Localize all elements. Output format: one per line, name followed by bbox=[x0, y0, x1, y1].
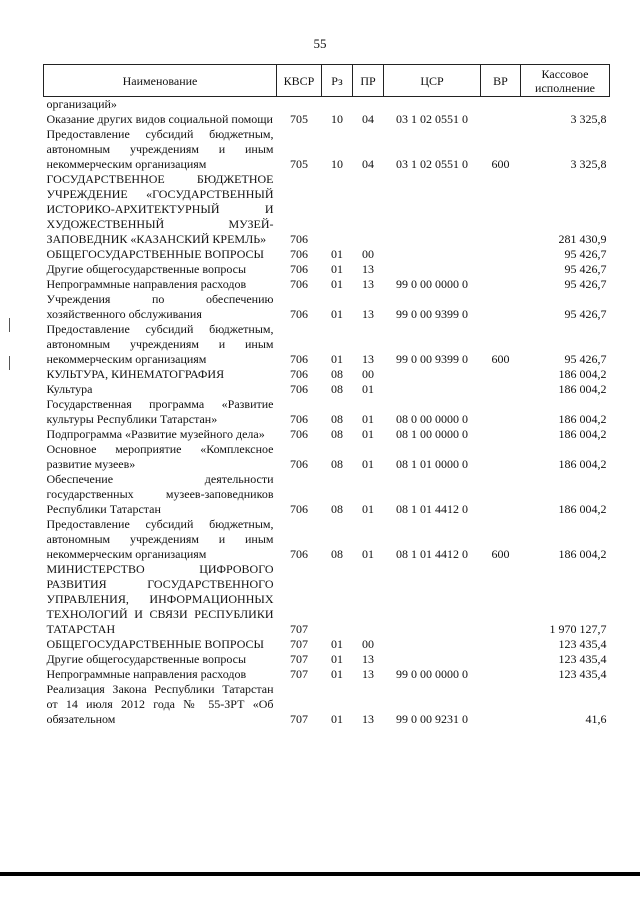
row-sum: 95 426,7 bbox=[564, 262, 607, 276]
row-csr bbox=[384, 562, 481, 637]
row-name: ОБЩЕГОСУДАРСТВЕННЫЕ ВОПРОСЫ bbox=[46, 247, 264, 261]
table-row bbox=[44, 427, 610, 442]
row-pr: 01 bbox=[362, 412, 374, 426]
row-name: Предоставление субсидий бюджетным, автономным учреждениям и иным некоммерческим организациям bbox=[46, 127, 274, 171]
row-vr bbox=[481, 667, 521, 682]
row-sum: 186 004,2 bbox=[558, 367, 607, 381]
row-vr bbox=[481, 382, 521, 397]
row-vr bbox=[481, 292, 521, 322]
row-pr: 01 bbox=[362, 382, 374, 396]
row-rz: 08 bbox=[331, 382, 343, 396]
row-vr bbox=[481, 172, 521, 247]
table-row bbox=[44, 127, 610, 172]
row-rz: 01 bbox=[331, 352, 343, 366]
row-sum: 123 435,4 bbox=[558, 637, 607, 651]
row-kvsr: 706 bbox=[290, 367, 308, 381]
row-pr: 13 bbox=[362, 652, 374, 666]
row-rz: 01 bbox=[331, 247, 343, 261]
row-sum: 186 004,2 bbox=[558, 457, 607, 471]
row-name: Предоставление субсидий бюджетным, автономным учреждениям и иным некоммерческим организациям bbox=[46, 517, 274, 561]
table-row bbox=[44, 277, 610, 292]
row-kvsr: 706 bbox=[290, 277, 308, 291]
row-name: Культура bbox=[46, 382, 93, 396]
row-name: Непрограммные направления расходов bbox=[46, 667, 247, 681]
row-csr: 99 0 00 9399 0 bbox=[396, 307, 468, 321]
row-kvsr: 706 bbox=[290, 247, 308, 261]
row-pr bbox=[353, 172, 384, 247]
row-sum: 123 435,4 bbox=[558, 667, 607, 681]
row-csr bbox=[384, 382, 481, 397]
row-pr: 13 bbox=[362, 712, 374, 726]
row-kvsr: 705 bbox=[290, 157, 308, 171]
row-csr: 99 0 00 9399 0 bbox=[396, 352, 468, 366]
table-row bbox=[44, 682, 610, 727]
row-rz bbox=[322, 172, 353, 247]
row-rz: 01 bbox=[331, 262, 343, 276]
row-pr: 04 bbox=[362, 112, 374, 126]
row-pr: 01 bbox=[362, 502, 374, 516]
row-sum: 95 426,7 bbox=[564, 352, 607, 366]
row-csr: 08 1 01 4412 0 bbox=[396, 502, 468, 516]
table-row bbox=[44, 517, 610, 562]
row-name: Основное мероприятие «Комплексное развитие музеев» bbox=[46, 442, 274, 471]
row-pr: 01 bbox=[362, 457, 374, 471]
row-pr: 04 bbox=[362, 157, 374, 171]
row-name: Учреждения по обеспечению хозяйственного обслуживания bbox=[46, 292, 274, 321]
row-sum: 123 435,4 bbox=[558, 652, 607, 666]
row-sum: 281 430,9 bbox=[558, 232, 607, 246]
row-name: Государственная программа «Развитие культуры Республики Татарстан» bbox=[46, 397, 274, 426]
row-rz: 08 bbox=[331, 502, 343, 516]
row-csr bbox=[384, 652, 481, 667]
table-row bbox=[44, 652, 610, 667]
row-rz: 08 bbox=[331, 412, 343, 426]
row-csr bbox=[384, 262, 481, 277]
row-csr: 03 1 02 0551 0 bbox=[396, 157, 468, 171]
row-sum: 186 004,2 bbox=[558, 382, 607, 396]
row-vr bbox=[481, 262, 521, 277]
row-kvsr: 707 bbox=[290, 712, 308, 726]
table-row bbox=[44, 97, 610, 113]
row-rz: 10 bbox=[331, 157, 343, 171]
row-vr bbox=[481, 397, 521, 427]
row-name: Предоставление субсидий бюджетным, автономным учреждениям и иным некоммерческим организациям bbox=[46, 322, 274, 366]
row-vr: 600 bbox=[491, 157, 510, 171]
table-row bbox=[44, 562, 610, 637]
row-vr bbox=[481, 367, 521, 382]
row-csr bbox=[384, 247, 481, 262]
table-body bbox=[44, 97, 610, 728]
table-row bbox=[44, 247, 610, 262]
row-kvsr: 706 bbox=[290, 547, 308, 561]
row-csr: 08 1 01 0000 0 bbox=[396, 457, 468, 471]
header-vr: ВР bbox=[481, 65, 521, 97]
row-csr bbox=[384, 637, 481, 652]
row-vr bbox=[481, 442, 521, 472]
row-rz: 01 bbox=[331, 712, 343, 726]
margin-mark bbox=[9, 356, 10, 370]
row-vr bbox=[481, 682, 521, 727]
row-vr: 600 bbox=[491, 547, 510, 561]
row-kvsr: 706 bbox=[290, 232, 308, 246]
row-kvsr: 707 bbox=[290, 637, 308, 651]
row-pr: 13 bbox=[362, 352, 374, 366]
row-csr: 08 1 01 4412 0 bbox=[396, 547, 468, 561]
row-rz bbox=[322, 562, 353, 637]
row-pr bbox=[353, 97, 384, 113]
row-kvsr: 707 bbox=[290, 652, 308, 666]
row-vr bbox=[481, 637, 521, 652]
table-row bbox=[44, 667, 610, 682]
row-pr bbox=[353, 562, 384, 637]
row-csr bbox=[384, 172, 481, 247]
row-name: Другие общегосударственные вопросы bbox=[46, 652, 247, 666]
row-name: Оказание других видов социальной помощи bbox=[46, 112, 273, 126]
table-row bbox=[44, 472, 610, 517]
margin-mark bbox=[9, 318, 10, 332]
table-row bbox=[44, 382, 610, 397]
row-vr bbox=[481, 472, 521, 517]
row-sum bbox=[521, 97, 610, 113]
header-csr: ЦСР bbox=[384, 65, 481, 97]
row-kvsr: 706 bbox=[290, 352, 308, 366]
row-sum: 3 325,8 bbox=[570, 157, 607, 171]
header-pr: ПР bbox=[353, 65, 384, 97]
row-sum: 41,6 bbox=[585, 712, 607, 726]
row-sum: 3 325,8 bbox=[570, 112, 607, 126]
row-vr bbox=[481, 97, 521, 113]
row-csr bbox=[384, 367, 481, 382]
row-sum: 186 004,2 bbox=[558, 502, 607, 516]
row-kvsr: 706 bbox=[290, 307, 308, 321]
row-vr bbox=[481, 247, 521, 262]
row-rz bbox=[322, 97, 353, 113]
row-name: ГОСУДАРСТВЕННОЕ БЮДЖЕТНОЕ УЧРЕЖДЕНИЕ «ГОСУДАРСТВЕННЫЙ ИСТОРИКО-АРХИТЕКТУРНЫЙ И ХУДОЖЕСТВЕННЫЙ МУЗЕЙ-ЗАПОВЕДНИК «КАЗАНСКИЙ КРЕМЛЬ» bbox=[46, 172, 274, 246]
row-name: организаций» bbox=[46, 97, 117, 111]
table-header bbox=[44, 65, 610, 97]
row-sum: 186 004,2 bbox=[558, 547, 607, 561]
row-kvsr: 707 bbox=[290, 667, 308, 681]
row-csr bbox=[384, 97, 481, 113]
row-kvsr: 706 bbox=[290, 262, 308, 276]
row-rz: 01 bbox=[331, 637, 343, 651]
row-name: КУЛЬТУРА, КИНЕМАТОГРАФИЯ bbox=[46, 367, 225, 381]
row-csr: 99 0 00 9231 0 bbox=[396, 712, 468, 726]
row-csr: 08 0 00 0000 0 bbox=[396, 412, 468, 426]
table-row bbox=[44, 397, 610, 427]
table-row bbox=[44, 367, 610, 382]
page-number: 55 bbox=[313, 36, 327, 51]
row-name: ОБЩЕГОСУДАРСТВЕННЫЕ ВОПРОСЫ bbox=[46, 637, 264, 651]
row-rz: 10 bbox=[331, 112, 343, 126]
row-pr: 00 bbox=[362, 637, 374, 651]
row-pr: 01 bbox=[362, 547, 374, 561]
row-kvsr: 705 bbox=[290, 112, 308, 126]
header-rz: Рз bbox=[322, 65, 353, 97]
row-name: Обеспечение деятельности государственных музеев-заповедников Республики Татарстан bbox=[46, 472, 274, 516]
page-bottom-bar bbox=[0, 872, 640, 876]
row-sum: 186 004,2 bbox=[558, 412, 607, 426]
row-rz: 01 bbox=[331, 307, 343, 321]
table-row bbox=[44, 262, 610, 277]
row-kvsr: 706 bbox=[290, 427, 308, 441]
row-pr: 00 bbox=[362, 247, 374, 261]
table-row bbox=[44, 322, 610, 367]
row-sum: 95 426,7 bbox=[564, 247, 607, 261]
row-sum: 95 426,7 bbox=[564, 307, 607, 321]
row-rz: 08 bbox=[331, 427, 343, 441]
table-row bbox=[44, 442, 610, 472]
row-name: МИНИСТЕРСТВО ЦИФРОВОГО РАЗВИТИЯ ГОСУДАРСТВЕННОГО УПРАВЛЕНИЯ, ИНФОРМАЦИОННЫХ ТЕХНОЛОГИЙ И СВЯЗИ РЕСПУБЛИКИ ТАТАРСТАН bbox=[46, 562, 274, 636]
row-csr: 08 1 00 0000 0 bbox=[396, 427, 468, 441]
row-name: Другие общегосударственные вопросы bbox=[46, 262, 247, 276]
row-vr bbox=[481, 427, 521, 442]
row-rz: 01 bbox=[331, 277, 343, 291]
row-vr bbox=[481, 112, 521, 127]
row-sum: 1 970 127,7 bbox=[549, 622, 607, 636]
row-kvsr: 706 bbox=[290, 502, 308, 516]
header-name: Наименование bbox=[44, 65, 277, 97]
row-vr bbox=[481, 652, 521, 667]
table-row bbox=[44, 172, 610, 247]
header-kvsr: КВСР bbox=[277, 65, 322, 97]
row-sum: 186 004,2 bbox=[558, 427, 607, 441]
row-sum: 95 426,7 bbox=[564, 277, 607, 291]
row-name: Реализация Закона Республики Татарстан от 14 июля 2012 года № 55-ЗРТ «Об обязательном bbox=[46, 682, 274, 726]
row-vr bbox=[481, 277, 521, 292]
row-kvsr: 707 bbox=[290, 622, 308, 636]
row-kvsr: 706 bbox=[290, 412, 308, 426]
row-kvsr: 706 bbox=[290, 382, 308, 396]
table-row bbox=[44, 637, 610, 652]
row-rz: 01 bbox=[331, 667, 343, 681]
row-pr: 00 bbox=[362, 367, 374, 381]
row-csr: 99 0 00 0000 0 bbox=[396, 667, 468, 681]
row-vr: 600 bbox=[491, 352, 510, 366]
row-name: Подпрограмма «Развитие музейного дела» bbox=[46, 427, 265, 441]
row-rz: 01 bbox=[331, 652, 343, 666]
table-row bbox=[44, 292, 610, 322]
row-pr: 13 bbox=[362, 262, 374, 276]
row-vr bbox=[481, 562, 521, 637]
row-csr: 03 1 02 0551 0 bbox=[396, 112, 468, 126]
row-pr: 13 bbox=[362, 277, 374, 291]
row-kvsr bbox=[277, 97, 322, 113]
header-sum: Кассовое исполнение bbox=[521, 65, 610, 97]
row-rz: 08 bbox=[331, 457, 343, 471]
row-pr: 01 bbox=[362, 427, 374, 441]
table-row bbox=[44, 112, 610, 127]
row-csr: 99 0 00 0000 0 bbox=[396, 277, 468, 291]
row-rz: 08 bbox=[331, 547, 343, 561]
row-name: Непрограммные направления расходов bbox=[46, 277, 247, 291]
row-pr: 13 bbox=[362, 667, 374, 681]
budget-table bbox=[43, 64, 610, 727]
row-pr: 13 bbox=[362, 307, 374, 321]
row-kvsr: 706 bbox=[290, 457, 308, 471]
row-rz: 08 bbox=[331, 367, 343, 381]
